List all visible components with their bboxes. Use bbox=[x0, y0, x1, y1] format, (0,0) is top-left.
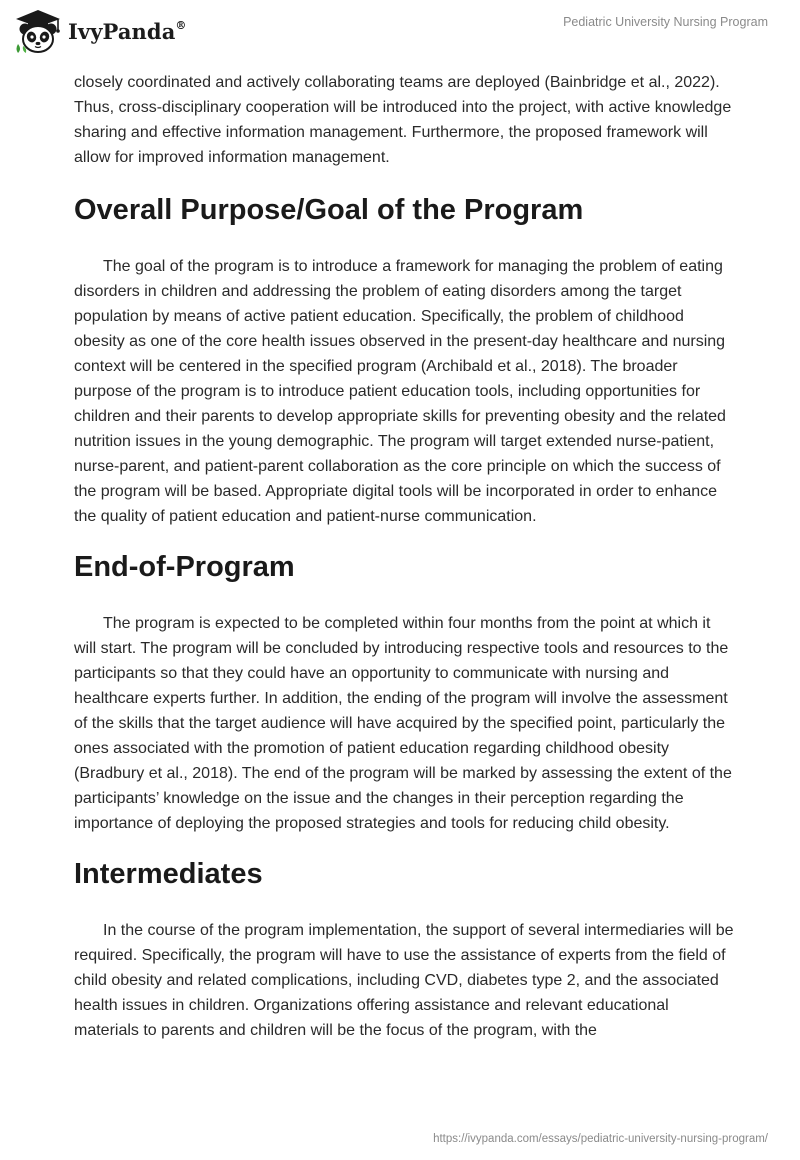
heading-overall-purpose: Overall Purpose/Goal of the Program bbox=[74, 194, 584, 226]
intro-paragraph: closely coordinated and actively collaborating teams are deployed (Bainbridge et al., 2022). Thus, cross-disciplinary cooperation will be introduced into the project, with active knowledge sharing and effective information management. Furthermore, the proposed framework will allow for improved information management. bbox=[74, 74, 732, 166]
document-body bbox=[74, 70, 734, 1043]
panda-graduate-icon bbox=[14, 8, 62, 54]
paragraph-end-of-program: The program is expected to be completed within four months from the point at which it will start. The program will be concluded by introducing respective tools and resources to the participants so that they could have an opportunity to communicate with nursing and healthcare experts further. In addition, the ending of the program will involve the assessment of the skills that the target audience will have acquired by the specified point, particularly the ones associated with the promotion of patient education regarding childhood obesity (Bradbury et al., 2018). The end of the program will be marked by assessing the extent of the participants’ knowledge on the issue and the changes in their perception regarding the importance of deploying the proposed strategies and tools for reducing child obesity. bbox=[74, 615, 732, 832]
paragraph-overall-purpose: The goal of the program is to introduce a framework for managing the problem of eating disorders in children and addressing the problem of eating disorders among the target population by means of active patient education. Specifically, the problem of childhood obesity as one of the core health issues observed in the present-day healthcare and nursing context will be centered in the specified program (Archibald et al., 2018). The broader purpose of the program is to introduce patient education tools, including opportunities for children and their parents to develop appropriate skills for preventing obesity and the related nutrition issues in the young demographic. The program will target extended nurse-patient, nurse-parent, and patient-parent collaboration as the core principle on which the success of the program will be based. Appropriate digital tools will be incorporated in order to enhance the quality of patient education and patient-nurse communication. bbox=[74, 258, 726, 525]
logo-text bbox=[68, 19, 187, 44]
document-title: Pediatric University Nursing Program bbox=[563, 15, 768, 29]
paragraph-intermediates: In the course of the program implementation, the support of several intermediaries will be required. Specifically, the program will have to use the assistance of experts from the field of child obesity and related complications, including CVD, diabetes type 2, and the associated health issues in children. Organizations offering assistance and relevant educational materials to parents and children will be the focus of the program, with the bbox=[74, 922, 734, 1039]
source-url[interactable]: https://ivypanda.com/essays/pediatric-university-nursing-program/ bbox=[433, 1133, 768, 1145]
heading-intermediates: Intermediates bbox=[74, 858, 263, 890]
heading-end-of-program: End-of-Program bbox=[74, 551, 295, 583]
page-header bbox=[0, 0, 800, 64]
logo-name: IvyPanda bbox=[68, 18, 176, 44]
registered-mark: ® bbox=[175, 18, 187, 32]
logo[interactable] bbox=[14, 8, 187, 54]
